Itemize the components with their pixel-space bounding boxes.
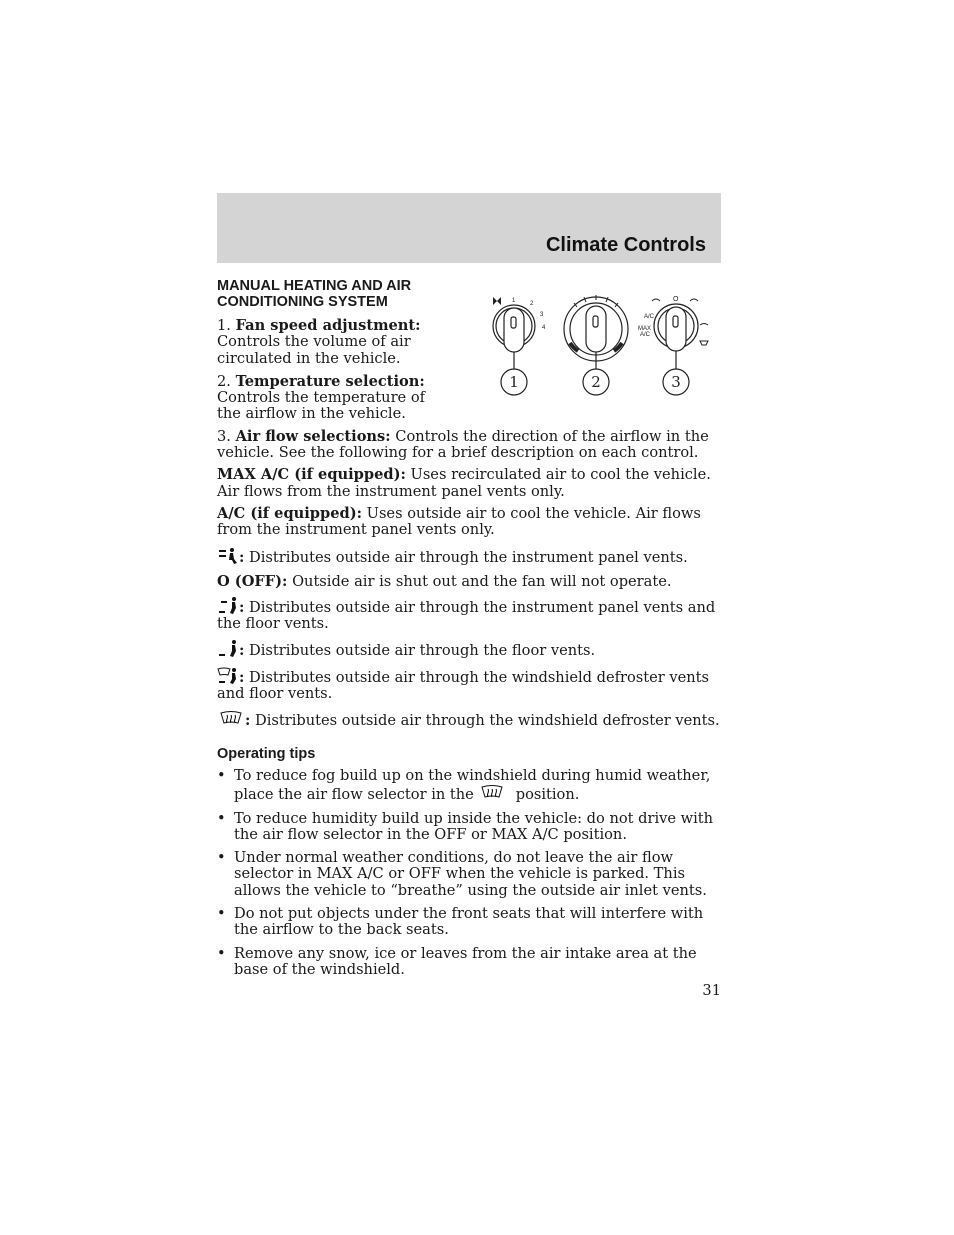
fan-tick-1: 1 xyxy=(512,298,516,304)
callout-3: 3 xyxy=(671,373,681,391)
defrost-icon xyxy=(478,784,506,802)
list-item: • Remove any snow, ice or leaves from the air intake area at the base of the windshield. xyxy=(217,944,697,978)
list-item: • To reduce fog build up on the windshield during humid weather, place the air flow selector in the position. xyxy=(217,766,711,804)
fan-tick-3: 3 xyxy=(540,312,544,318)
floor-vent-icon xyxy=(217,640,239,658)
off-description: O (OFF): Outside air is shut out and the fan will not operate. xyxy=(217,572,672,590)
mode-label-off: O xyxy=(673,296,679,303)
defrost-icon xyxy=(217,710,245,728)
fan-tick-4: 4 xyxy=(542,325,546,331)
airflow-description: 3. Air flow selections: Controls the direction of the airflow in the vehicle. See the following for a brief description on each control. xyxy=(217,427,709,462)
operating-tips-heading: Operating tips xyxy=(217,745,316,762)
defrost-floor-description: : Distributes outside air through the windshield defroster vents and floor vents. xyxy=(217,669,710,703)
temperature-description: 2. Temperature selection: Controls the temperature of the airflow in the vehicle. xyxy=(217,372,426,423)
callout-1: 1 xyxy=(509,373,519,391)
page-number: 31 xyxy=(702,982,721,999)
defrost-description: : Distributes outside air through the windshield defroster vents. xyxy=(217,710,721,729)
header-band xyxy=(217,193,721,263)
floor-vent-description: : Distributes outside air through the floor vents. xyxy=(217,640,721,659)
fan-tick-2: 2 xyxy=(530,301,534,307)
mode-label-ac: A/C xyxy=(644,314,655,320)
list-item: • Under normal weather conditions, do not leave the air flow selector in MAX A/C or OFF when the vehicle is parked. This allows the vehicle to “breathe” using the outside air inlet vents. xyxy=(217,849,707,899)
panel-vent-description: : Distributes outside air through the instrument panel vents. xyxy=(217,547,721,566)
ac-description: A/C (if equipped): Uses outside air to cool the vehicle. Air flows from the instrument panel vents only. xyxy=(217,504,701,539)
list-item: • Do not put objects under the front seats that will interfere with the airflow to the back seats. xyxy=(217,905,704,939)
section-title: Climate Controls xyxy=(545,234,706,256)
list-item: • To reduce humidity build up inside the vehicle: do not drive with the air flow selector in the OFF or MAX A/C position. xyxy=(217,809,714,843)
panel-floor-vent-icon xyxy=(217,597,239,615)
max-ac-description: MAX A/C (if equipped): Uses recirculated air to cool the vehicle. Air flows from the instrument panel vents only. xyxy=(217,466,711,500)
fan-speed-description: 1. Fan speed adjustment: Controls the volume of air circulated in the vehicle. xyxy=(217,317,421,367)
panel-vent-icon xyxy=(217,547,239,565)
callout-2: 2 xyxy=(591,373,601,391)
page-content xyxy=(217,278,721,978)
mode-label-max-ac: A/C xyxy=(640,332,651,338)
defrost-floor-icon xyxy=(217,667,239,685)
panel-floor-description: : Distributes outside air through the instrument panel vents and the floor vents. xyxy=(217,599,716,633)
mode-label-max: MAX xyxy=(638,326,652,332)
operating-tips-list xyxy=(217,768,721,978)
section-heading: MANUAL HEATING AND AIR CONDITIONING SYSTEM xyxy=(217,278,412,310)
